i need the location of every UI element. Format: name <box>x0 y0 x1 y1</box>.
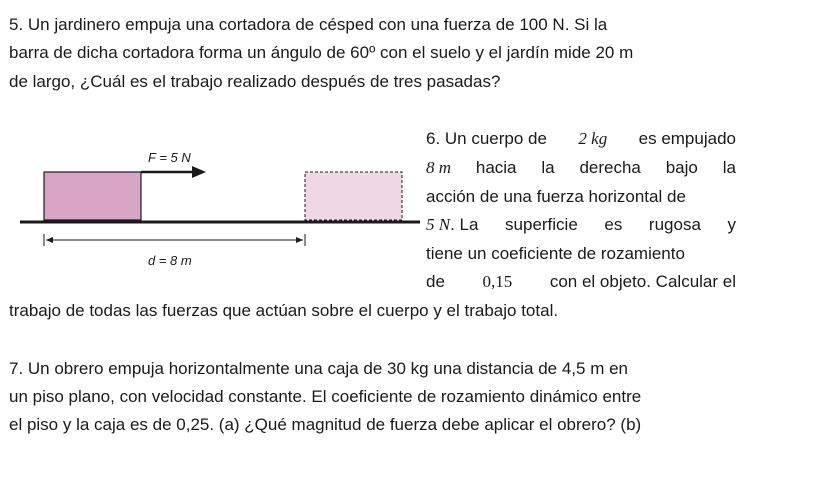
problem-7-line-2: un piso plano, con velocidad constante. El coeficiente de rozamiento dinámico entre <box>9 387 642 406</box>
problem-7-line-3: el piso y la caja es de 0,25. (a) ¿Qué magnitud de fuerza debe aplicar el obrero? (b) <box>9 415 642 434</box>
p6-distance: 8 m <box>426 158 452 177</box>
problem-5-line-3: de largo, ¿Cuál es el trabajo realizado después de tres pasadas? <box>9 72 501 91</box>
p6-l2-w2: la <box>541 158 555 177</box>
problem-6-line-6 <box>426 271 736 293</box>
distance-arrow-head-right <box>296 237 303 243</box>
p6-l1-a: 6. Un cuerpo de <box>426 129 547 148</box>
distance-arrow-head-left <box>46 237 53 243</box>
force-arrow-head <box>192 166 206 178</box>
problem-6-line-1 <box>426 128 736 150</box>
p6-l2-w3: derecha <box>579 158 641 177</box>
p6-l4-w2: superficie <box>505 215 578 234</box>
force-label: F = 5 N <box>148 150 191 165</box>
p6-l2-w5: la <box>722 158 736 177</box>
p6-l2-w4: bajo <box>665 158 698 177</box>
p6-mass: 2 kg <box>578 129 608 148</box>
problem-6-line-2 <box>426 157 736 179</box>
box-final <box>305 172 402 220</box>
problem-5-line-1 <box>9 14 727 36</box>
p6-l6-b: con el objeto. Calcular el <box>549 272 736 291</box>
p6-l4-w3: es <box>604 215 623 234</box>
problem-6-line-3: acción de una fuerza horizontal de <box>426 187 686 206</box>
p6-l4-w1: . La <box>450 215 479 234</box>
p5-text: 5. Un jardinero empuja una cortadora de césped con una fuerza de 100 N. Si la <box>9 15 608 34</box>
problem-6-line-7: trabajo de todas las fuerzas que actúan sobre el cuerpo y el trabajo total. <box>9 301 559 320</box>
problem-5-line-2: barra de dicha cortadora forma un ángulo de 60º con el suelo y el jardín mide 20 m <box>9 43 634 62</box>
p6-l1-b: es empujado <box>638 129 736 148</box>
problem-6-line-5: tiene un coeficiente de rozamiento <box>426 244 685 263</box>
p6-l2-w1: hacia <box>475 158 517 177</box>
p6-force: 5 N <box>426 215 451 234</box>
box-initial <box>44 172 141 220</box>
p6-l4-w5: y <box>727 215 736 234</box>
p6-l6-a: de <box>426 272 445 291</box>
problem-6-line-4 <box>426 214 736 236</box>
p6-l4-w4: rugosa <box>648 215 701 234</box>
problem-7-line-1: 7. Un obrero empuja horizontalmente una caja de 30 kg una distancia de 4,5 m en <box>9 359 629 378</box>
distance-label: d = 8 m <box>148 253 192 268</box>
force-diagram <box>0 135 420 285</box>
p6-coefficient: 0,15 <box>482 272 513 291</box>
